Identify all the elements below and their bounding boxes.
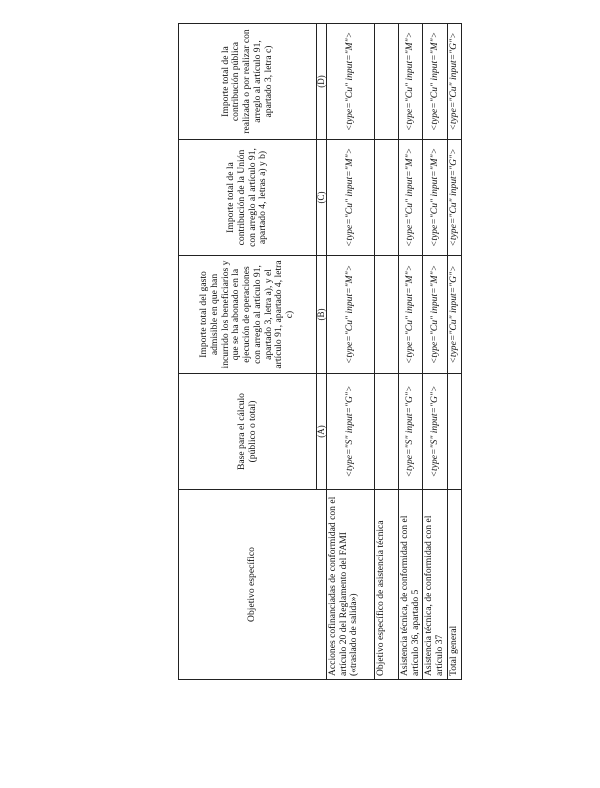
cell-d: <type="Cu" input="G"> xyxy=(447,24,461,140)
header-col-c: Importe total de la contribución de la Unión con arreglo al artículo 91, apartado 4, letras a) y b) xyxy=(179,140,317,256)
header-row xyxy=(179,24,317,680)
letter-b: (B) xyxy=(317,256,327,374)
table-row-total xyxy=(447,24,461,680)
header-col-b: Importe total del gasto admisible en que han incurrido los beneficiarios y que se ha abonado en la ejecución de operaciones con arreglo al artículo 91, apartado 3, letra a), y el artículo 91, apartado 4, letra c) xyxy=(179,256,317,374)
table-row xyxy=(423,24,447,680)
letter-d: (D) xyxy=(317,24,327,140)
cell-a: <type="S" input="G"> xyxy=(399,374,423,490)
row-label: Asistencia técnica, de conformidad con el artículo 37 xyxy=(423,490,447,680)
row-label: Total general xyxy=(447,490,461,680)
cell-b xyxy=(375,256,399,374)
cell-b: <type="Cu" input="G"> xyxy=(447,256,461,374)
cell-d xyxy=(375,24,399,140)
table-row xyxy=(327,24,375,680)
cell-c: <type="Cu" input="M"> xyxy=(423,140,447,256)
cell-c: <type="Cu" input="M"> xyxy=(327,140,375,256)
cell-b: <type="Cu" input="M"> xyxy=(423,256,447,374)
header-objective: Objetivo específico xyxy=(179,490,327,680)
cell-d: <type="Cu" input="M"> xyxy=(399,24,423,140)
cell-d: <type="Cu" input="M"> xyxy=(327,24,375,140)
table-row xyxy=(375,24,399,680)
cell-c: <type="Cu" input="M"> xyxy=(399,140,423,256)
expenditure-table xyxy=(178,23,462,680)
header-col-a: Base para el cálculo (público o total) xyxy=(179,374,317,490)
cell-c: <type="Cu" input="G"> xyxy=(447,140,461,256)
row-label: Asistencia técnica, de conformidad con el artículo 36, apartado 5 xyxy=(399,490,423,680)
letter-c: (C) xyxy=(317,140,327,256)
cell-a: <type="S" input="G"> xyxy=(423,374,447,490)
cell-a xyxy=(375,374,399,490)
cell-b: <type="Cu" input="M"> xyxy=(399,256,423,374)
cell-c xyxy=(375,140,399,256)
table-row xyxy=(399,24,423,680)
rotated-table-container xyxy=(178,24,459,680)
cell-b: <type="Cu" input="M"> xyxy=(327,256,375,374)
cell-a: <type="S" input="G"> xyxy=(327,374,375,490)
row-label: Objetivo específico de asistencia técnica xyxy=(375,490,399,680)
header-col-d: Importe total de la contribución pública realizada o por realizar con arreglo al artículo 91, apartado 3, letra c) xyxy=(179,24,317,140)
row-label: Acciones cofinanciadas de conformidad con el artículo 20 del Reglamento del FAMI («traslado de salida») xyxy=(327,490,375,680)
cell-d: <type="Cu" input="M"> xyxy=(423,24,447,140)
letter-a: (A) xyxy=(317,374,327,490)
cell-a xyxy=(447,374,461,490)
